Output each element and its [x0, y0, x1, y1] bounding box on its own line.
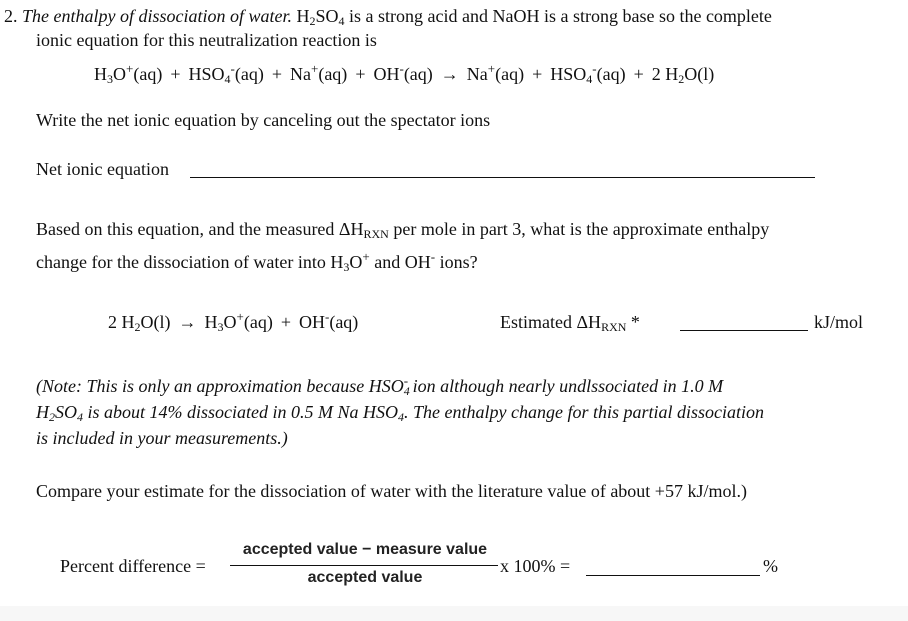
plus-operator: + — [355, 64, 366, 84]
charge: + — [310, 61, 319, 76]
superscript: + — [362, 249, 370, 264]
text: Estimated ΔH — [500, 312, 602, 332]
note-line3: is included in your measurements.) — [36, 428, 288, 448]
formula: O — [223, 312, 237, 332]
question-title: The enthalpy of dissociation of water. — [22, 6, 292, 26]
formula: Na — [289, 64, 311, 84]
state: (aq) — [318, 64, 348, 84]
chemical-species — [298, 309, 359, 332]
text: is about 14% dissociated in 0.5 M Na HSO — [83, 402, 398, 422]
state: (aq) — [596, 64, 626, 84]
text: change for the dissociation of water into H — [36, 252, 344, 272]
charge: + — [236, 309, 244, 324]
page-bottom-edge — [0, 606, 908, 621]
charge: - — [324, 309, 330, 324]
chemical-species — [289, 61, 348, 84]
formula: O — [684, 64, 698, 84]
subscript: 4 — [338, 14, 345, 28]
text: SO — [315, 6, 339, 26]
net-ionic-label: Net ionic equation — [36, 159, 169, 179]
formula: O — [113, 64, 126, 84]
text: Based on this equation, and the measured ΔH — [36, 219, 364, 239]
state: (aq) — [133, 64, 163, 84]
percent-answer-line[interactable] — [586, 575, 760, 576]
charge: - — [592, 61, 597, 76]
chemical-species — [550, 61, 626, 86]
text: and OH — [369, 252, 431, 272]
chemical-species — [188, 61, 264, 86]
compare-prompt: Compare your estimate for the dissociation of water with the literature value of about +57 kJ/mol.) — [36, 481, 747, 501]
state: (aq) — [403, 64, 433, 84]
superscript: - — [430, 249, 436, 264]
text: H — [36, 402, 49, 422]
chemical-species — [108, 312, 171, 332]
formula: HSO — [550, 64, 587, 84]
write-prompt: Write the net ionic equation by canceling out the spectator ions — [36, 110, 491, 130]
formula: OH — [298, 312, 325, 332]
state: (aq) — [243, 312, 273, 332]
reaction-arrow: → — [178, 312, 197, 332]
subscript: 4 — [586, 72, 593, 86]
text: is a strong acid and NaOH is a strong base so the complete — [344, 6, 772, 26]
note-line2 — [36, 401, 764, 423]
water-dissociation-equation — [106, 311, 360, 333]
charge: + — [487, 61, 496, 76]
formula: H — [94, 64, 107, 84]
subscript: 2 — [134, 320, 141, 334]
formula: O — [140, 312, 154, 332]
subscript: RXN — [601, 320, 627, 334]
based-line1 — [36, 218, 769, 240]
subscript: 3 — [343, 260, 350, 274]
plus-operator: + — [170, 64, 181, 84]
reaction-arrow: → — [440, 64, 459, 84]
state: (aq) — [234, 64, 264, 84]
based-line2 — [36, 251, 478, 273]
subscript: 3 — [217, 320, 224, 334]
chemical-species — [94, 61, 163, 86]
net-ionic-answer-line[interactable] — [190, 177, 815, 178]
chemical-species — [466, 61, 525, 84]
percent-sign: % — [763, 556, 778, 576]
fraction-numerator: accepted value − measure value — [242, 541, 488, 558]
plus-operator: + — [280, 312, 291, 332]
plus-operator: + — [271, 64, 282, 84]
fraction-bar — [230, 565, 498, 566]
chemical-species — [652, 64, 715, 84]
state: (aq) — [329, 312, 359, 332]
percent-difference-label: Percent difference = — [60, 556, 206, 576]
text: per mole in part 3, what is the approximate enthalpy — [388, 219, 770, 239]
state: (aq) — [495, 64, 525, 84]
fraction-denominator: accepted value — [307, 569, 423, 586]
formula: 2 H — [651, 64, 679, 84]
formula: H — [204, 312, 218, 332]
state: (l) — [153, 312, 171, 332]
subscript: 2 — [678, 72, 685, 86]
subscript: 4 — [403, 384, 410, 398]
text: O — [349, 252, 363, 272]
question-intro-line1 — [4, 5, 772, 27]
question-intro-line2: ionic equation for this neutralization reaction is — [36, 30, 377, 50]
plus-operator: + — [532, 64, 543, 84]
text: ions? — [435, 252, 478, 272]
plus-operator: + — [633, 64, 644, 84]
formula: HSO — [188, 64, 225, 84]
subscript: 3 — [107, 72, 113, 86]
superscript: - — [403, 373, 409, 388]
text: * — [626, 312, 640, 332]
chemical-species — [373, 61, 433, 84]
text: ion although nearly undlssociated in 1.0 M — [408, 376, 724, 396]
formula: Na — [466, 64, 488, 84]
subscript: RXN — [363, 227, 389, 241]
charge: - — [230, 61, 235, 76]
charge: + — [126, 61, 134, 76]
question-number: 2. — [4, 6, 18, 26]
note-line1 — [36, 375, 723, 397]
subscript: 4 — [398, 410, 404, 424]
units-label: kJ/mol — [814, 312, 864, 332]
formula: 2 H — [108, 312, 135, 332]
subscript: 4 — [77, 410, 83, 424]
formula: OH — [373, 64, 400, 84]
charge: - — [399, 61, 404, 76]
estimated-answer-line[interactable] — [680, 330, 808, 331]
subscript: 2 — [49, 410, 55, 424]
text: SO — [55, 402, 77, 422]
complete-ionic-equation — [92, 63, 716, 85]
text: (Note: This is only an approximation because HSO — [36, 376, 404, 396]
estimated-label — [500, 311, 640, 333]
times-100-label: x 100% = — [500, 556, 571, 576]
text: H — [292, 6, 310, 26]
text: . The enthalpy change for this partial dissociation — [404, 402, 764, 422]
subscript: 2 — [309, 14, 316, 28]
chemical-species — [204, 309, 273, 334]
subscript: 4 — [224, 72, 231, 86]
state: (l) — [697, 64, 715, 84]
